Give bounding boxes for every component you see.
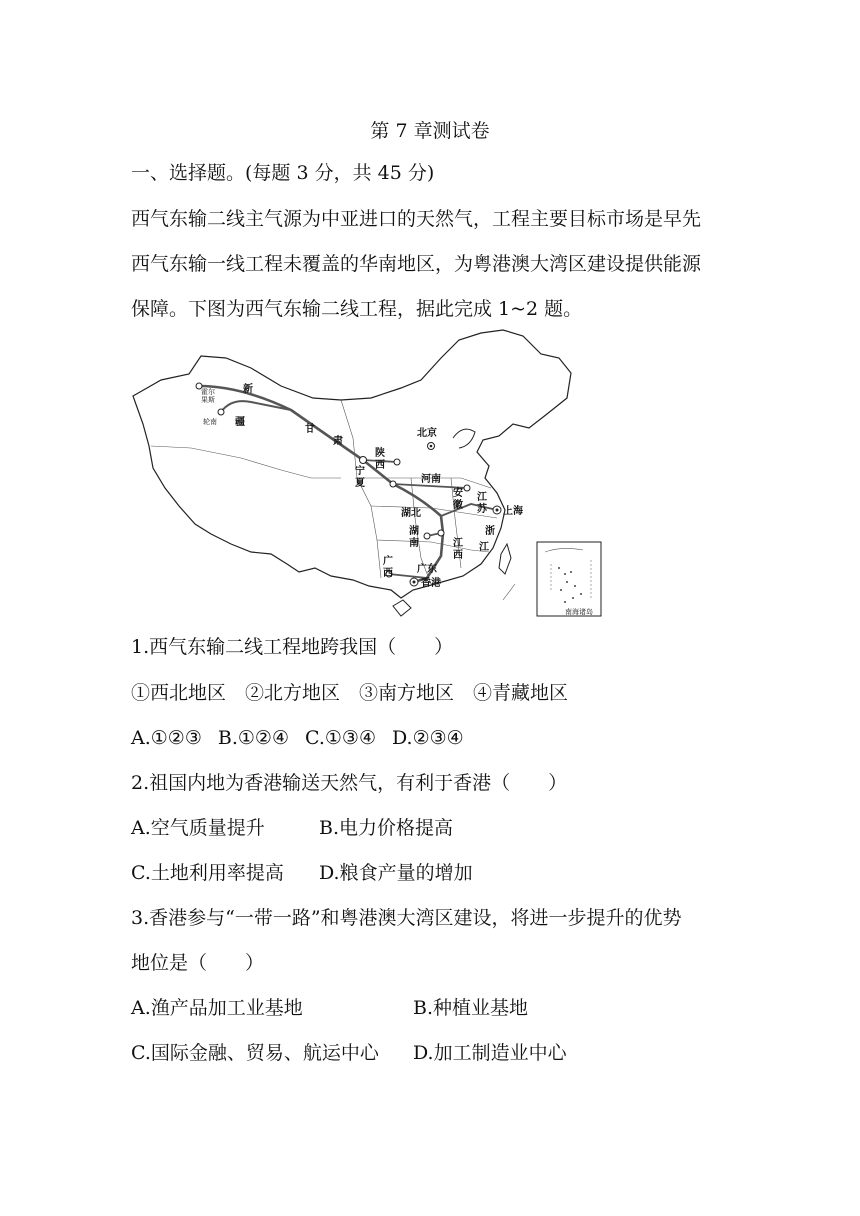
- question-3-stem-line-2: 地位是（ ）: [131, 952, 265, 974]
- label-jiangxi-2: 西: [453, 550, 463, 561]
- south-sea-inset: [537, 542, 601, 616]
- label-guangxi-2: 西: [383, 568, 393, 579]
- q2-option-c[interactable]: C.土地利用率提高: [131, 862, 284, 884]
- label-shanghai: 上海: [503, 506, 523, 517]
- label-zhejiang-2: 江: [479, 542, 489, 553]
- label-beijing: 北京: [417, 428, 437, 439]
- question-2-options-row2: [131, 862, 473, 885]
- page-title: 第 7 章测试卷: [370, 120, 490, 142]
- label-shaanxi-1: 陕: [375, 448, 385, 459]
- label-south-sea: 南海诸岛: [565, 608, 593, 616]
- label-hui: 徽: [453, 500, 463, 511]
- q2-option-d[interactable]: D.粮食产量的增加: [319, 862, 473, 884]
- question-1-items: ①西北地区 ②北方地区 ③南方地区 ④青藏地区: [131, 682, 569, 704]
- label-hongkong: 香港: [421, 578, 441, 589]
- label-an: 安: [453, 488, 463, 499]
- label-jiangxi-1: 江: [453, 538, 463, 549]
- hainan-shape: [393, 600, 411, 616]
- label-henan: 河南: [421, 474, 441, 485]
- q3-option-c[interactable]: C.国际金融、贸易、航运中心: [131, 1042, 379, 1064]
- label-jiang: 疆: [235, 417, 245, 428]
- question-1-stem: 1.西气东输二线工程地跨我国（ ）: [131, 636, 454, 658]
- label-hunan-1: 湖: [409, 526, 419, 537]
- question-2-stem: 2.祖国内地为香港输送天然气，有利于香港（ ）: [131, 772, 568, 794]
- label-hunan-2: 南: [409, 538, 419, 549]
- label-shaanxi-2: 西: [375, 460, 385, 471]
- question-2-options-row1: [131, 817, 453, 840]
- label-jiangsu-1: 江: [477, 492, 487, 503]
- label-zhejiang-1: 浙: [485, 526, 495, 537]
- label-ning: 宁: [355, 466, 365, 477]
- label-luntai: 轮南: [203, 418, 217, 426]
- label-gan: 甘: [305, 424, 315, 435]
- question-3-options-row2: [131, 1042, 567, 1065]
- intro-line-3: 保障。下图为西气东输二线工程，据此完成 1~2 题。: [131, 298, 583, 320]
- q3-option-a[interactable]: A.渔产品加工业基地: [131, 997, 303, 1019]
- q1-option-c[interactable]: C.①③④: [304, 727, 376, 749]
- q2-option-b[interactable]: B.电力价格提高: [319, 817, 454, 839]
- q1-option-b[interactable]: B.①②④: [217, 727, 289, 749]
- label-jiangsu-2: 苏: [477, 504, 487, 515]
- q1-option-d[interactable]: D.②③④: [391, 727, 464, 749]
- question-3-stem-line-1: 3.香港参与“一带一路”和粤港澳大湾区建设，将进一步提升的优势: [131, 907, 682, 929]
- q3-option-b[interactable]: B.种植业基地: [413, 997, 529, 1019]
- q3-option-d[interactable]: D.加工制造业中心: [413, 1042, 567, 1064]
- label-hubei: 湖北: [401, 508, 421, 519]
- intro-line-1: 西气东输二线主气源为中亚进口的天然气，工程主要目标市场是早先: [131, 208, 702, 230]
- label-xin: 新: [243, 384, 253, 395]
- label-guangdong: 广东: [417, 564, 437, 575]
- label-horgos: 霍尔: [201, 388, 215, 396]
- label-horgos-2: 果斯: [201, 396, 215, 404]
- label-guangxi-1: 广: [383, 556, 393, 567]
- section-heading: 一、选择题。(每题 3 分，共 45 分): [131, 162, 435, 184]
- q1-option-a[interactable]: A.①②③: [131, 727, 202, 749]
- q2-option-a[interactable]: A.空气质量提升: [131, 817, 265, 839]
- taiwan-shape: [499, 544, 511, 574]
- question-1-options: [131, 727, 464, 750]
- china-outline: [133, 330, 571, 598]
- question-3-options-row1: [131, 997, 528, 1020]
- pipeline-branch-shanghai: [441, 504, 497, 516]
- gas-pipeline-map: [131, 328, 606, 618]
- intro-line-2: 西气东输一线工程未覆盖的华南地区，为粤港澳大湾区建设提供能源: [131, 253, 702, 275]
- label-xia: 夏: [355, 478, 365, 489]
- label-su: 肃: [333, 436, 343, 447]
